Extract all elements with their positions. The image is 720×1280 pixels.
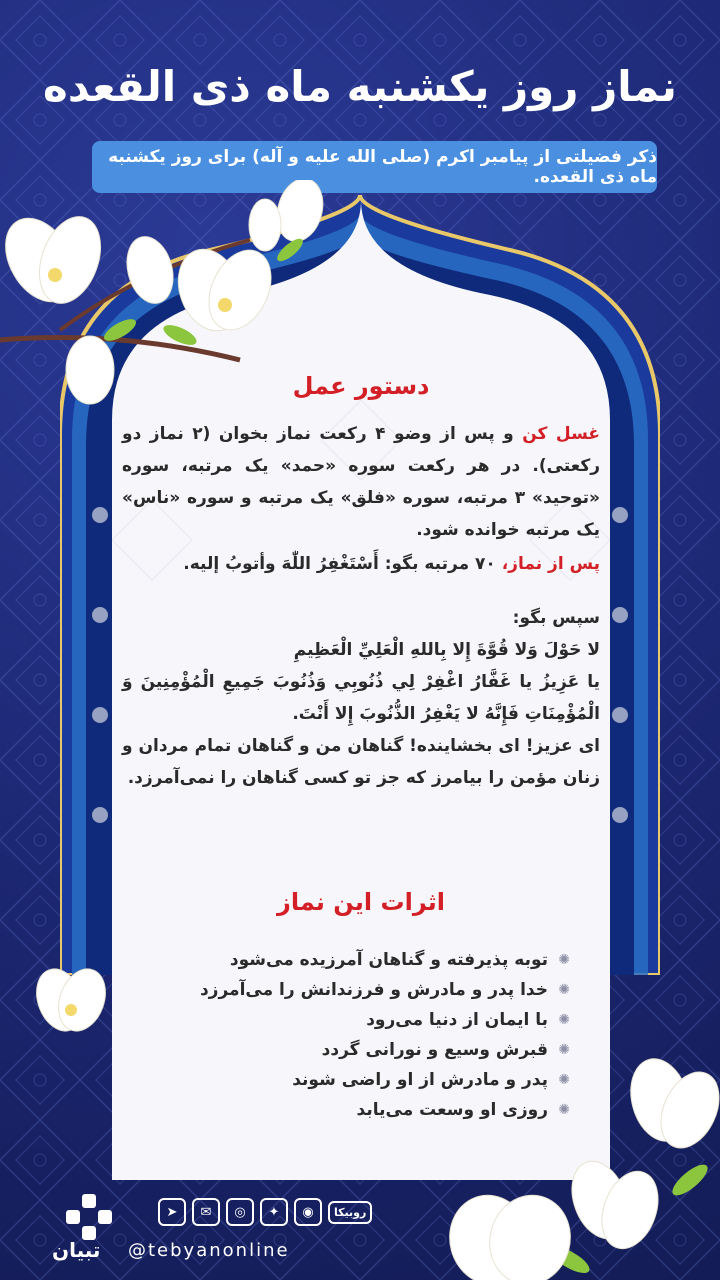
bullet-icon: ✺ (558, 1102, 570, 1118)
instructions-paragraph-1-text: و پس از وضو ۴ رکعت نماز بخوان (۲ نماز دو رکعتی). در هر رکعت سوره «حمد» یک مرتبه، سوره «توحید» ۳ مرتبه، سوره «فلق» یک مرتبه و سوره «ناس» یک مرتبه خوانده شود. (122, 424, 601, 540)
effects-list (150, 945, 570, 1125)
telegram-icon[interactable]: ➤ (158, 1198, 186, 1226)
list-item: ✺ خدا پدر و مادرش و فرزندانش را می‌آمرزد (199, 980, 570, 1000)
magnolia-flowers-top-left-icon (0, 180, 340, 410)
subtitle-text: ذکر فضیلتی از پیامبر اکرم (صلی الله علیه و آله) برای روز یکشنبه ماه ذی القعده. (108, 147, 657, 187)
instagram-icon[interactable]: ◎ (226, 1198, 254, 1226)
instructions-heading: دستور عمل (292, 372, 430, 400)
list-item: ✺ با ایمان از دنیا می‌رود (366, 1010, 570, 1030)
after-prayer-highlight: پس از نماز، (501, 554, 600, 574)
bullet-icon: ✺ (558, 1072, 570, 1088)
social-links (158, 1198, 372, 1226)
bullet-icon: ✺ (558, 1012, 570, 1028)
logo-text: تبیان (52, 1238, 101, 1262)
instructions-paragraph-2 (122, 548, 600, 580)
social-handle: @tebyanonline (128, 1240, 290, 1261)
list-item: ✺ پدر و مادرش از او راضی شوند (292, 1070, 570, 1090)
arabic-dhikr-2: یا عَزِیزُ یا غَفَّارُ اغْفِرْ لِي ذُنُوبِي وَذُنُوبَ جَمِیعِ الْمُؤْمِنِینَ وَ الْمُؤْمِنَاتِ فَإِنَّهُ لا یَغْفِرُ الذُّنُوبَ إِلا أَنْتَ. (122, 672, 600, 724)
magnolia-flower-bottom-center-icon (410, 1180, 610, 1280)
eitaa-icon[interactable]: ✉ (192, 1198, 220, 1226)
ghusl-highlight: غسل کن (522, 424, 600, 444)
list-item: ✺ توبه پذیرفته و گناهان آمرزیده می‌شود (229, 950, 570, 970)
list-item: ✺ روزی او وسعت می‌یابد (356, 1100, 570, 1120)
instructions-paragraph-2-text: ۷۰ مرتبه بگو: أَسْتَغْفِرُ اللّٰهَ وأتوبُ إليه. (183, 554, 502, 574)
bullet-icon: ✺ (558, 982, 570, 998)
twitter-icon[interactable]: ✦ (260, 1198, 288, 1226)
then-say-label: سپس بگو: (512, 608, 600, 628)
bullet-icon: ✺ (558, 952, 570, 968)
effects-heading: اثرات این نماز (277, 888, 445, 916)
translation-text: ای عزیز! ای بخشاینده! گناهان من و گناهان تمام مردان و زنان مؤمن را بیامرز که جز تو کسی گناهان را نمی‌آمرزد. (122, 736, 600, 788)
magnolia-flower-left-icon (20, 955, 120, 1045)
bullet-icon: ✺ (558, 1042, 570, 1058)
rubika-label[interactable]: روبیکا (328, 1201, 372, 1224)
instructions-paragraph-1 (122, 418, 600, 546)
instructions-section (122, 372, 600, 794)
bale-icon[interactable]: ◉ (294, 1198, 322, 1226)
page-title: نماز روز یکشنبه ماه ذی القعده (43, 62, 677, 111)
arabic-dhikr-1: لا حَوْلَ وَلا قُوَّةَ إِلا بِاللهِ الْعَلِيِّ الْعَظِيمِ (293, 640, 600, 660)
list-item: ✺ قبرش وسیع و نورانی گردد (321, 1040, 570, 1060)
